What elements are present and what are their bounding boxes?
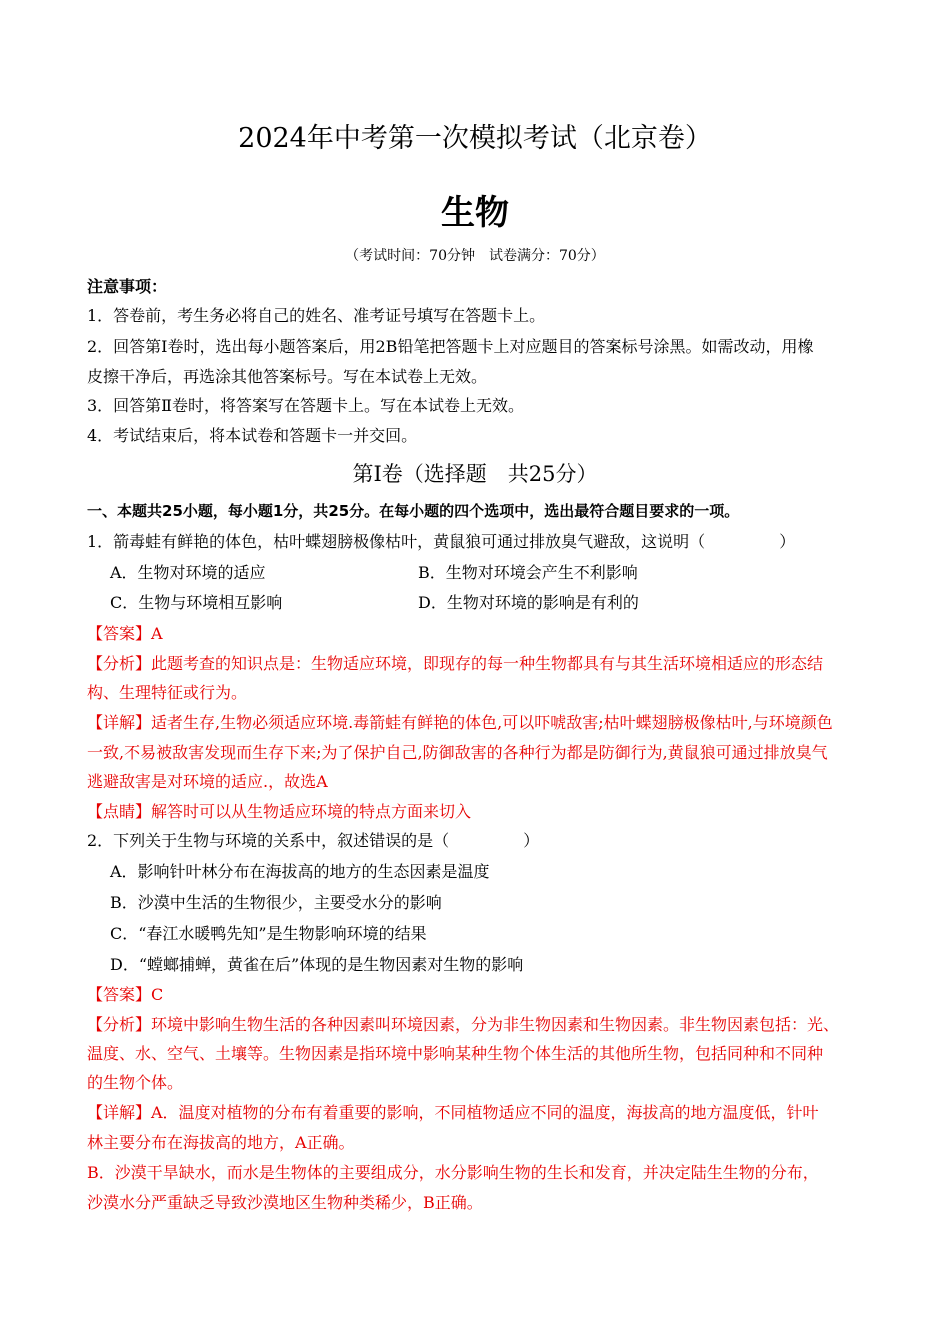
q2-option-c: C．“春江水暖鸭先知”是生物影响环境的结果 (110, 924, 427, 943)
notes-heading: 注意事项： (87, 277, 168, 296)
q1-stem (87, 532, 795, 552)
q1-detail-2: 一致,不易被敌害发现而生存下来;为了保护自己,防御敌害的各种行为都是防御行为,黄鼠狼可通过排放臭气 (87, 743, 828, 762)
q2-option-d: D．“螳螂捕蝉，黄雀在后”体现的是生物因素对生物的影响 (110, 955, 524, 974)
note-2b: 皮擦干净后，再选涂其他答案标号。写在本试卷上无效。 (87, 367, 488, 386)
q1-detail-1: 【详解】适者生存,生物必须适应环境.毒箭蛙有鲜艳的体色,可以吓唬敌害;枯叶蝶翅膀极像枯叶,与环境颜色 (87, 713, 833, 732)
q1-option-b: B．生物对环境会产生不利影响 (418, 563, 638, 582)
q2-option-b: B．沙漠中生活的生物很少，主要受水分的影响 (110, 893, 442, 912)
q1-option-c: C．生物与环境相互影响 (110, 593, 283, 612)
note-4: 4．考试结束后，将本试卷和答题卡一并交回。 (87, 426, 418, 445)
q2-stem-close: ） (523, 831, 540, 850)
q2-detail-1: 【详解】A．温度对植物的分布有着重要的影响，不同植物适应不同的温度，海拔高的地方温度低，针叶 (87, 1103, 819, 1122)
q2-analysis-3: 的生物个体。 (87, 1073, 184, 1092)
q1-stem-text: 1．箭毒蛙有鲜艳的体色，枯叶蝶翅膀极像枯叶，黄鼠狼可通过排放臭气避敌，这说明（ (87, 532, 706, 551)
q1-analysis-1: 【分析】此题考查的知识点是：生物适应环境，即现存的每一种生物都具有与其生活环境相适应的形态结 (87, 654, 824, 673)
q2-stem (87, 831, 539, 851)
exam-title: 2024年中考第一次模拟考试（北京卷） (238, 123, 712, 154)
q2-answer: 【答案】C (87, 985, 164, 1004)
q1-detail-3: 逃避敌害是对环境的适应.，故选A (87, 772, 328, 791)
q1-tip: 【点睛】解答时可以从生物适应环境的特点方面来切入 (87, 802, 472, 821)
q2-detail-4: 沙漠水分严重缺乏导致沙漠地区生物种类稀少，B正确。 (87, 1193, 483, 1212)
q2-analysis-2: 温度、水、空气、土壤等。生物因素是指环境中影响某种生物个体生活的其他所生物，包括同种和不同种 (87, 1044, 824, 1063)
q2-analysis-1: 【分析】环境中影响生物生活的各种因素叫环境因素，分为非生物因素和生物因素。非生物因素包括：光、 (87, 1015, 840, 1034)
section-instruction: 一、本题共25小题，每小题1分，共25分。在每小题的四个选项中，选出最符合题目要求的一项。 (87, 502, 740, 520)
note-3: 3．回答第Ⅱ卷时，将答案写在答题卡上。写在本试卷上无效。 (87, 396, 525, 415)
note-1: 1．答卷前，考生务必将自己的姓名、准考证号填写在答题卡上。 (87, 306, 546, 325)
q1-stem-close: ） (779, 532, 796, 551)
q1-answer: 【答案】A (87, 624, 163, 643)
q1-option-d: D．生物对环境的影响是有利的 (418, 593, 639, 612)
q2-detail-2: 林主要分布在海拔高的地方，A正确。 (87, 1133, 355, 1152)
q2-detail-3: B．沙漠干旱缺水，而水是生物体的主要组成分，水分影响生物的生长和发育，并决定陆生生物的分布， (87, 1163, 819, 1182)
subject-title: 生物 (441, 193, 509, 233)
q1-option-a: A．生物对环境的适应 (110, 563, 266, 582)
q2-stem-text: 2．下列关于生物与环境的关系中，叙述错误的是（ (87, 831, 450, 850)
exam-meta: （考试时间：70分钟 试卷满分：70分） (345, 248, 605, 264)
note-2a: 2．回答第Ⅰ卷时，选出每小题答案后，用2B铅笔把答题卡上对应题目的答案标号涂黑。如需改动，用橡 (87, 337, 814, 356)
section-title: 第Ⅰ卷（选择题 共25分） (352, 462, 598, 486)
q1-analysis-2: 构、生理特征或行为。 (87, 683, 248, 702)
q2-option-a: A．影响针叶林分布在海拔高的地方的生态因素是温度 (110, 862, 490, 881)
